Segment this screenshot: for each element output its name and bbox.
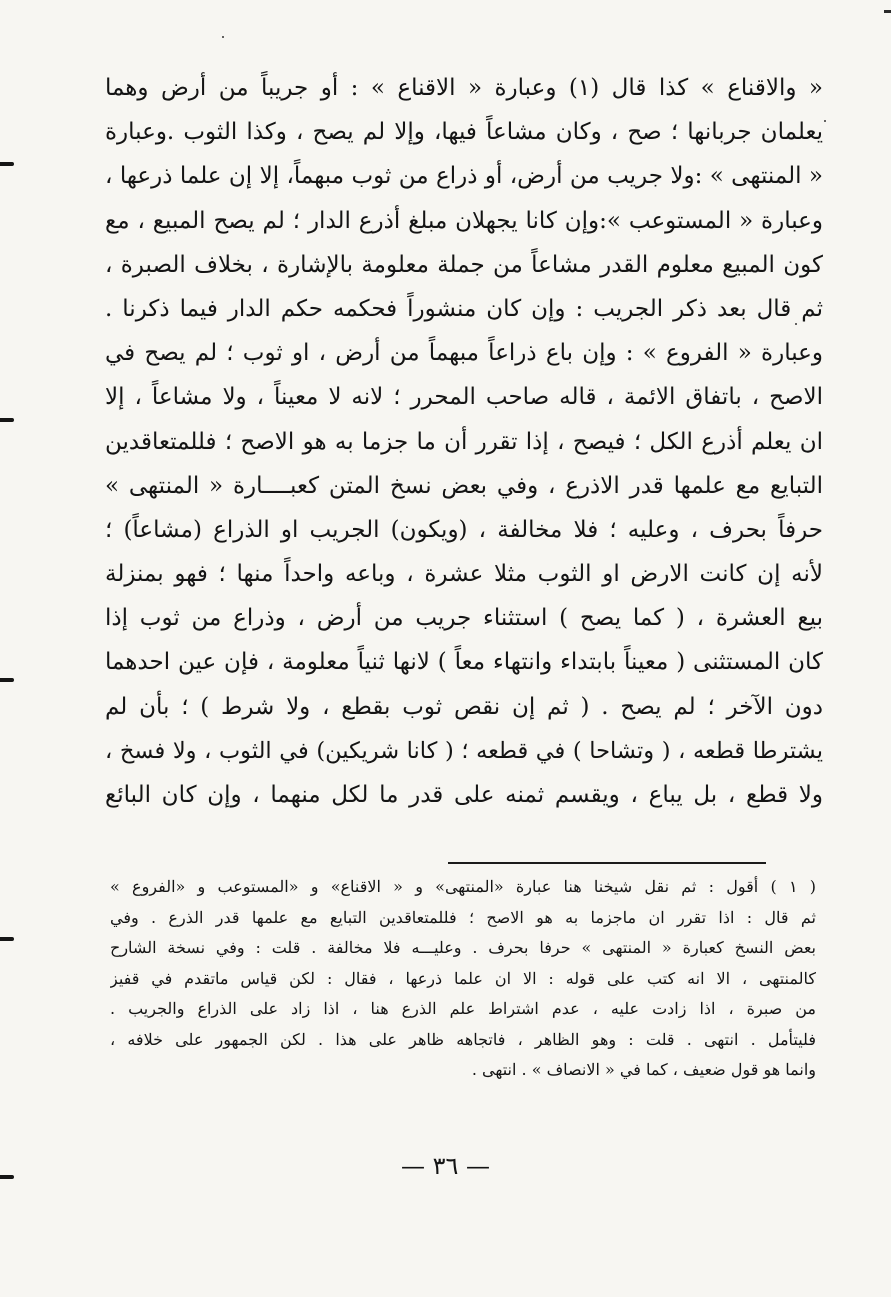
text-line: بيع العشرة ، ( كما يصح ) استثناء جريب من أرض ، وذراع من ثوب إذا xyxy=(105,605,823,632)
footnote-separator xyxy=(448,862,766,864)
main-text-block xyxy=(105,66,823,817)
scan-speck xyxy=(795,323,797,325)
text-line: التبايع مع علمها قدر الاذرع ، وفي بعض نسخ المتن كعبــــارة « المنتهى » xyxy=(105,472,823,499)
footnote-block xyxy=(110,872,816,1086)
margin-mark xyxy=(0,937,14,941)
text-line: يعلمان جربانها ؛ صح ، وكان مشاعاً فيها، وإلا لم يصح ، وكذا الثوب .وعبارة xyxy=(105,119,823,146)
margin-mark xyxy=(0,418,14,422)
footnote-line: بعض النسخ كعبارة « المنتهى » حرفا بحرف . وعليـــه فلا مخالفة . قلت : وفي نسخة الشارح xyxy=(110,938,816,957)
text-line: دون الآخر ؛ لم يصح . ( ثم إن نقص ثوب بقطع ، ولا شرط ) ؛ بأن لم xyxy=(105,693,823,720)
text-line: وعبارة « الفروع » : وإن باع ذراعاً مبهماً من أرض ، او ثوب ؛ لم يصح في xyxy=(105,340,823,367)
footnote-line: كالمنتهى ، الا انه كتب على قوله : الا ان علما ذرعها ، فقال : لكن قياس ماتقدم في قفيز xyxy=(110,968,816,988)
text-line: وعبارة « المستوعب »:وإن كانا يجهلان مبلغ أذرع الدار ؛ لم يصح المبيع ، مع xyxy=(105,207,823,234)
text-line: لأنه إن كانت الارض او الثوب مثلا عشرة ، وباعه واحداً منها ؛ فهو بمنزلة xyxy=(105,561,823,588)
text-line: ان يعلم أذرع الكل ؛ فيصح ، إذا تقرر أن ما جزما به هو الاصح ؛ فللمتعاقدين xyxy=(105,428,823,455)
margin-mark xyxy=(884,10,891,13)
footnote-line: من صبرة ، اذا زادت عليه ، عدم اشتراط علم الذرع هنا ، اذا زاد على الذراع والجريب . xyxy=(110,999,816,1018)
text-line: كون المبيع معلوم القدر مشاعاً من جملة معلومة بالإشارة ، بخلاف الصبرة ، xyxy=(105,251,823,278)
text-line: « والاقناع » كذا قال (١) وعبارة « الاقناع » : أو جريباً من أرض وهما xyxy=(105,75,823,101)
text-line: يشترطا قطعه ، ( وتشاحا ) في قطعه ؛ ( كانا شريكين) في الثوب ، ولا فسخ ، xyxy=(105,737,823,764)
text-line: ثم قال بعد ذكر الجريب : وإن كان منشوراً فحكمه حكم الدار فيما ذكرنا . xyxy=(105,295,823,322)
scan-speck xyxy=(824,120,826,122)
text-line: كان المستثنى ( معيناً بابتداء وانتهاء معاً ) لانها ثنياً معلومة ، فإن عين احدهما xyxy=(105,649,823,676)
margin-mark xyxy=(0,1175,14,1179)
text-line: ولا قطع ، بل يباع ، ويقسم ثمنه على قدر ما لكل منهما ، وإن كان البائع xyxy=(105,782,823,808)
footnote-line: ثم قال : اذا تقرر ان ماجزما به هو الاصح ؛ فللمتعاقدين التبايع مع علمها قدر الذرع . وفي xyxy=(110,907,816,927)
text-line: الاصح ، باتفاق الائمة ، قاله صاحب المحرر ؛ لانه لا معيناً ، ولا مشاعاً ، إلا xyxy=(105,384,823,411)
footnote-line: فليتأمل . انتهى . قلت : وهو الظاهر ، فاتجاهه ظاهر على هذا . لكن الجمهور على خلافه ، xyxy=(110,1029,816,1049)
footnote-line: وانما هو قول ضعيف ، كما في « الانصاف » . انتهى . xyxy=(471,1060,816,1079)
scan-speck xyxy=(222,36,224,38)
page-number: — ٣٦ — xyxy=(400,1152,491,1180)
footnote-line: ( ١ ) أقول : ثم نقل شيخنا هنا عبارة «المنتهى» و « الاقناع» و «المستوعب و «الفروع » xyxy=(110,877,816,896)
text-line: « المنتهى » :ولا جريب من أرض، أو ذراع من ثوب مبهماً، إلا إن علما ذرعها ، xyxy=(105,163,823,190)
margin-mark xyxy=(0,162,14,166)
margin-mark xyxy=(0,678,14,682)
text-line: حرفاً بحرف ، وعليه ؛ فلا مخالفة ، (ويكون) الجريب او الذراع (مشاعاً) ؛ xyxy=(105,516,823,543)
